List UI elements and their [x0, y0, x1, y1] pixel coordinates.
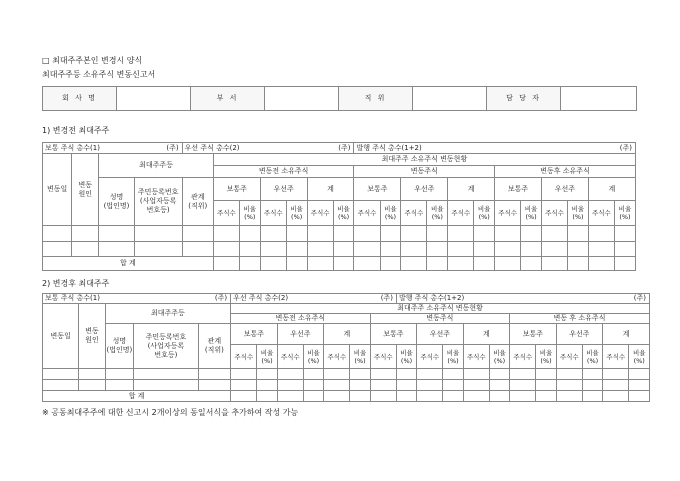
s2-common-total: 보통 주식 총수(1) (주)	[43, 294, 231, 304]
s2-before-pref: 우선주	[277, 324, 324, 345]
s2-after-total: 계	[603, 324, 650, 345]
position-label: 직 위	[339, 87, 413, 111]
section2-table	[42, 293, 650, 402]
company-name-label: 회 사 명	[43, 87, 117, 111]
s2-share-count: 주식수	[277, 345, 303, 369]
s2-after-pref: 우선주	[556, 324, 603, 345]
s2-after: 변동 후 소유주식	[510, 314, 650, 324]
s2-ratio: 비율 (%)	[629, 345, 650, 369]
s2-change-total: 계	[463, 324, 510, 345]
department-field[interactable]	[265, 87, 339, 111]
s1-after-common: 보통주	[495, 178, 542, 201]
manager-field[interactable]	[561, 87, 637, 111]
s1-change-pref: 우선주	[401, 178, 448, 201]
s1-ratio: 비율 (%)	[333, 201, 354, 226]
s2-share-count: 주식수	[510, 345, 536, 369]
s2-share-count: 주식수	[231, 345, 257, 369]
s2-ratio: 비율 (%)	[582, 345, 602, 369]
footnote: ※ 공동최대주주에 대한 신고시 2개이상의 동일서식을 추가하여 작성 가능	[42, 408, 299, 417]
s1-name-label: 성명 (법인명)	[99, 178, 134, 226]
s1-share-count: 주식수	[354, 201, 380, 226]
s1-cause-label: 변동 원인	[72, 154, 99, 226]
s2-change: 변동주식	[370, 314, 510, 324]
s2-shareholder-label: 최대주주등	[105, 304, 230, 324]
s2-ratio: 비율 (%)	[443, 345, 463, 369]
s2-change-pref: 우선주	[417, 324, 464, 345]
s1-pref-total: 우선 주식 총수(2) (주)	[182, 143, 354, 154]
s1-ratio: 비율 (%)	[521, 201, 542, 226]
s2-ratio: 비율 (%)	[257, 345, 277, 369]
s1-change: 변동주식	[354, 165, 495, 177]
s2-pref-total: 우선 주식 총수(2) (주)	[231, 294, 397, 304]
form-type-line: □ 최대주주본인 변경시 양식	[42, 56, 143, 65]
s1-change-status: 최대주주 소유주식 변동현황	[213, 154, 635, 165]
section1-title: 1) 변경전 최대주주	[42, 126, 110, 135]
s1-share-count: 주식수	[448, 201, 474, 226]
section2-title: 2) 변경후 최대주주	[42, 279, 110, 288]
s1-date-label: 변동일	[43, 154, 72, 226]
s2-change-status: 최대주주 소유주식 변동현황	[231, 304, 650, 314]
s1-share-count: 주식수	[401, 201, 427, 226]
s1-ratio: 비율 (%)	[286, 201, 307, 226]
s2-share-count: 주식수	[556, 345, 582, 369]
s2-rel-label: 관계 (직위)	[198, 324, 230, 369]
s1-before-total: 계	[307, 178, 354, 201]
s2-name-label: 성명 (법인명)	[105, 324, 133, 369]
s1-share-count: 주식수	[541, 201, 567, 226]
s2-share-count: 주식수	[603, 345, 629, 369]
s1-rel-label: 관계 (직위)	[182, 178, 213, 226]
s1-after-total: 계	[588, 178, 635, 201]
s1-id-label: 주민등록번호 (사업자등록 번호등)	[134, 178, 182, 226]
s1-data-row[interactable]	[43, 241, 636, 257]
department-label: 부 서	[191, 87, 265, 111]
s2-date-label: 변동일	[43, 304, 79, 369]
s1-ratio: 비율 (%)	[427, 201, 448, 226]
s1-change-total: 계	[448, 178, 495, 201]
section1-table	[42, 142, 636, 271]
s2-ratio: 비율 (%)	[536, 345, 556, 369]
s2-share-count: 주식수	[417, 345, 443, 369]
s2-before-common: 보통주	[231, 324, 278, 345]
company-name-field[interactable]	[117, 87, 191, 111]
s1-before-pref: 우선주	[260, 178, 307, 201]
s1-data-row[interactable]	[43, 226, 636, 242]
s2-ratio: 비율 (%)	[303, 345, 323, 369]
s1-share-count: 주식수	[307, 201, 333, 226]
s1-share-count: 주식수	[495, 201, 521, 226]
s2-issued-total: 발행 주식 총수(1+2) (주)	[396, 294, 649, 304]
s2-before: 변동전 소유주식	[231, 314, 371, 324]
s2-change-common: 보통주	[370, 324, 417, 345]
position-field[interactable]	[413, 87, 487, 111]
s1-before-common: 보통주	[213, 178, 260, 201]
company-info-table	[42, 86, 637, 111]
s2-after-common: 보통주	[510, 324, 557, 345]
s1-share-count: 주식수	[588, 201, 614, 226]
s1-after-pref: 우선주	[541, 178, 588, 201]
s1-share-count: 주식수	[213, 201, 239, 226]
s1-ratio: 비율 (%)	[568, 201, 589, 226]
s2-share-count: 주식수	[324, 345, 350, 369]
manager-label: 담 당 자	[487, 87, 561, 111]
s2-id-label: 주민등록번호 (사업자등록 번호등)	[134, 324, 199, 369]
s2-data-row[interactable]	[43, 380, 650, 391]
s1-ratio: 비율 (%)	[474, 201, 495, 226]
s2-cause-label: 변동 원인	[79, 304, 105, 369]
s1-ratio: 비율 (%)	[614, 201, 635, 226]
s2-ratio: 비율 (%)	[396, 345, 416, 369]
s1-after: 변동후 소유주식	[495, 165, 636, 177]
s2-ratio: 비율 (%)	[489, 345, 509, 369]
form-title: 최대주주등 소유주식 변동신고서	[42, 70, 156, 79]
s1-ratio: 비율 (%)	[239, 201, 260, 226]
s2-share-count: 주식수	[370, 345, 396, 369]
s1-issued-total: 발행 주식 총수(1+2) (주)	[354, 143, 636, 154]
s1-before: 변동전 소유주식	[213, 165, 354, 177]
s1-share-count: 주식수	[260, 201, 286, 226]
s1-sum-label: 합 계	[43, 257, 214, 271]
s2-before-total: 계	[324, 324, 371, 345]
s2-data-row[interactable]	[43, 369, 650, 380]
s1-common-total: 보통 주식 총수(1) (주)	[43, 143, 183, 154]
s1-ratio: 비율 (%)	[380, 201, 401, 226]
s1-shareholder-label: 최대주주등	[99, 154, 214, 178]
s2-share-count: 주식수	[463, 345, 489, 369]
s1-change-common: 보통주	[354, 178, 401, 201]
s2-sum-label: 합 계	[43, 391, 231, 402]
s2-ratio: 비율 (%)	[350, 345, 370, 369]
